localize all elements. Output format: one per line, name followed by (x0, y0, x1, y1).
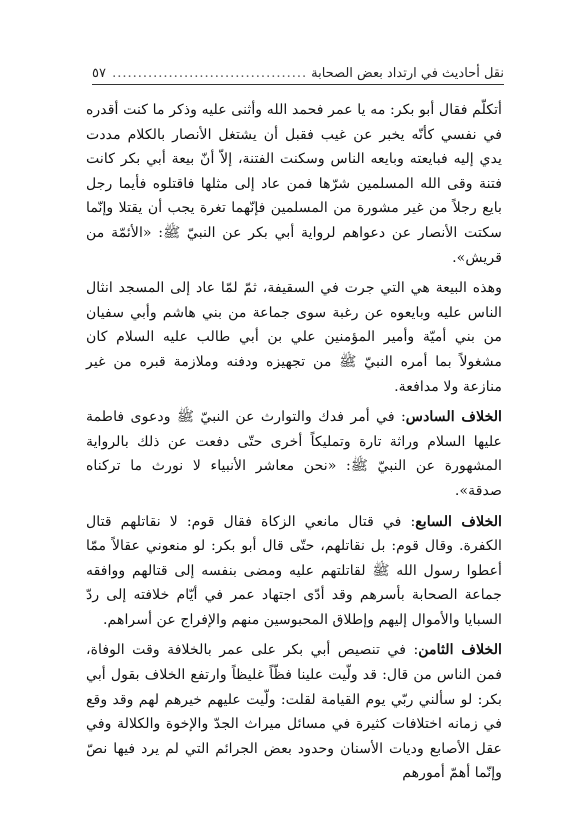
page-body (86, 98, 502, 786)
header-title: نقل أحاديث في ارتداد بعض الصحابة (311, 65, 504, 81)
paragraph-2 (86, 276, 502, 399)
paragraph-5 (86, 638, 502, 786)
paragraph-text: : في تنصيص أبي بكر على عمر بالخلافة وقت الوفاة، فمن الناس من قال: قد ولّيت علينا فظّاً غليظاً وارتفع الخلاف بقول أبي بكر: لو سألني ربّي يوم القيامة لقلت: ولّيت عليهم خيرهم لهم وقد وقع في زمانه اختلافات كثيرة في مسائل ميراث الجدّ والإخوة والكلالة وفي عقل الأصابع وديات الأسنان وحدود بعض الجرائم التي لم يرد فيها نصّ وإنّما أهمّ أمورهم (86, 642, 502, 782)
paragraph-text: : في أمر فدك والتوارث عن النبيّ ﷺ ودعوى فاطمة عليها السلام وراثة تارة وتمليكاً أخرى حتّى دفعت عن ذلك بالرواية المشهورة عن النبيّ ﷺ: «نحن معاشر الأنبياء لا نورث ما تركناه صدقة». (86, 409, 502, 499)
paragraph-text: : في قتال مانعي الزكاة فقال قوم: لا نقاتلهم قتال الكفرة. وقال قوم: بل نقاتلهم، حتّى قال أبو بكر: لو منعوني عقالاً ممّا أعطوا رسول الله ﷺ لقاتلتهم عليه ومضى بنفسه إلى قتالهم ووافقه جماعة الصحابة بأسرهم وقد أدّى اجتهاد عمر في أيّام خلافته إلى ردّ السبايا والأموال إليهم وإطلاق المحبوسين منهم والإفراج عن أسراهم. (86, 513, 502, 628)
section-heading: الخلاف الثامن (418, 642, 502, 659)
paragraph-4 (86, 510, 502, 633)
paragraph-3 (86, 405, 502, 503)
paragraph-text: وهذه البيعة هي التي جرت في السقيفة، ثمّ لمّا عاد إلى المسجد انثال الناس عليه وبايعوه عن رغبة سوى جماعة من بني هاشم وأبي سفيان من بني أميّة وأمير المؤمنين علي بن أبي طالب عليه السلام كان مشغولاً بما أمره النبيّ ﷺ من تجهيزه ودفنه وملازمة قبره من غير منازعة ولا مدافعة. (86, 280, 502, 395)
paragraph-text: أتكلّم فقال أبو بكر: مه يا عمر فحمد الله وأثنى عليه وذكر ما كنت أقدره في نفسي كأنّه يخبر عن غيب فقبل أن يشتغل الأنصار بالكلام مددت يدي إليه فبايعته وبايعه الناس وسكنت الفتنة، إلاّ أنّ بيعة أبي بكر كانت فتنة وقى الله المسلمين شرّها فمن عاد إلى مثلها فاقتلوه فأيما رجل بايع رجلاً من غير مشورة من المسلمين فإنّهما تغرة يجب أن يقتلا وإنّما سكتت الأنصار عن دعواهم لرواية أبي بكر عن النبيّ ﷺ: «الأئمّة من قريش». (86, 102, 502, 266)
section-heading: الخلاف السادس (405, 409, 502, 426)
section-heading: الخلاف السابع (415, 513, 502, 530)
running-header (92, 62, 504, 85)
page-number: ٥٧ (92, 65, 106, 81)
header-leader-dots (110, 66, 307, 81)
paragraph-1 (86, 98, 502, 270)
